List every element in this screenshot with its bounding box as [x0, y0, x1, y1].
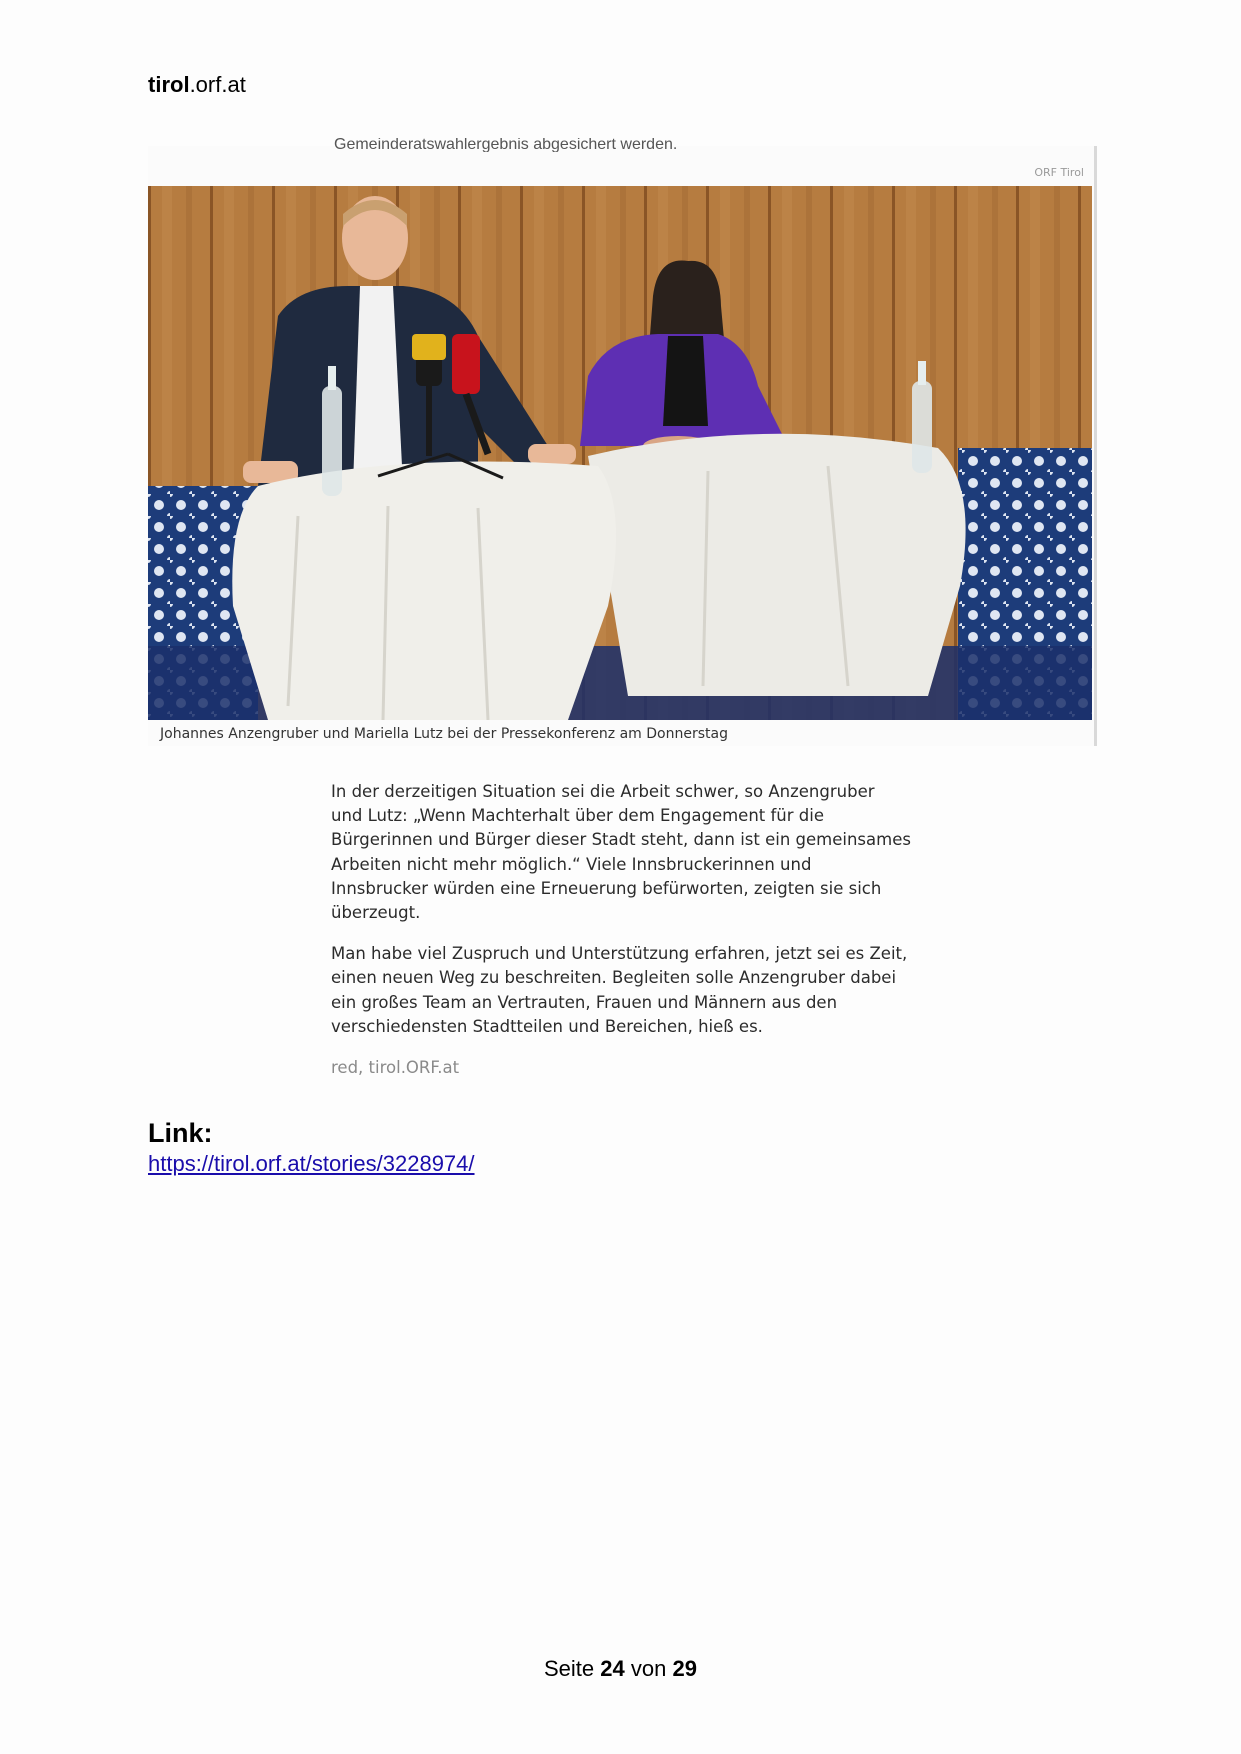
brand-bold-text: tirol: [148, 72, 190, 97]
cut-off-text-line: Gemeinderatswahlergebnis abgesichert werden.: [334, 138, 678, 152]
article-source: red, tirol.ORF.at: [331, 1058, 460, 1078]
press-conference-illustration: [148, 186, 1092, 720]
article-paragraph: Man habe viel Zuspruch und Unterstützung erfahren, jetzt sei es Zeit, einen neuen Weg zu beschreiten. Begleiten solle Anzengruber dabei ein großes Team an Vertrauten, Frauen und Männern aus den verschiedensten Stadtteilen und Bereichen, hieß es.: [331, 944, 908, 1036]
article-body: [331, 780, 911, 1080]
link-label: Link:: [148, 1118, 213, 1148]
page-middle: von: [630, 1656, 667, 1681]
press-conference-photo: [148, 186, 1092, 720]
photo-caption: Johannes Anzengruber und Mariella Lutz bei der Pressekonferenz am Donnerstag: [160, 726, 728, 742]
story-link[interactable]: https://tirol.orf.at/stories/3228974/: [148, 1151, 475, 1176]
page-prefix: Seite: [544, 1656, 595, 1681]
site-brand: [148, 72, 246, 98]
article-screenshot: [148, 138, 1097, 746]
total-pages: 29: [672, 1656, 697, 1681]
photo-credit: ORF Tirol: [1034, 166, 1084, 179]
article-paragraph: In der derzeitigen Situation sei die Arbeit schwer, so Anzengruber und Lutz: „Wenn Machterhalt über dem Engagement für die Bürgerinnen und Bürger dieser Stadt steht, dann ist ein gemeinsames Arbeiten nicht mehr möglich.“ Viele Innsbruckerinnen und Innsbrucker würden eine Erneuerung befürworten, zeigten sie sich überzeugt.: [331, 782, 911, 923]
page-number: [0, 1656, 1241, 1682]
brand-domain-text: .orf.at: [189, 72, 246, 97]
current-page: 24: [600, 1656, 625, 1681]
